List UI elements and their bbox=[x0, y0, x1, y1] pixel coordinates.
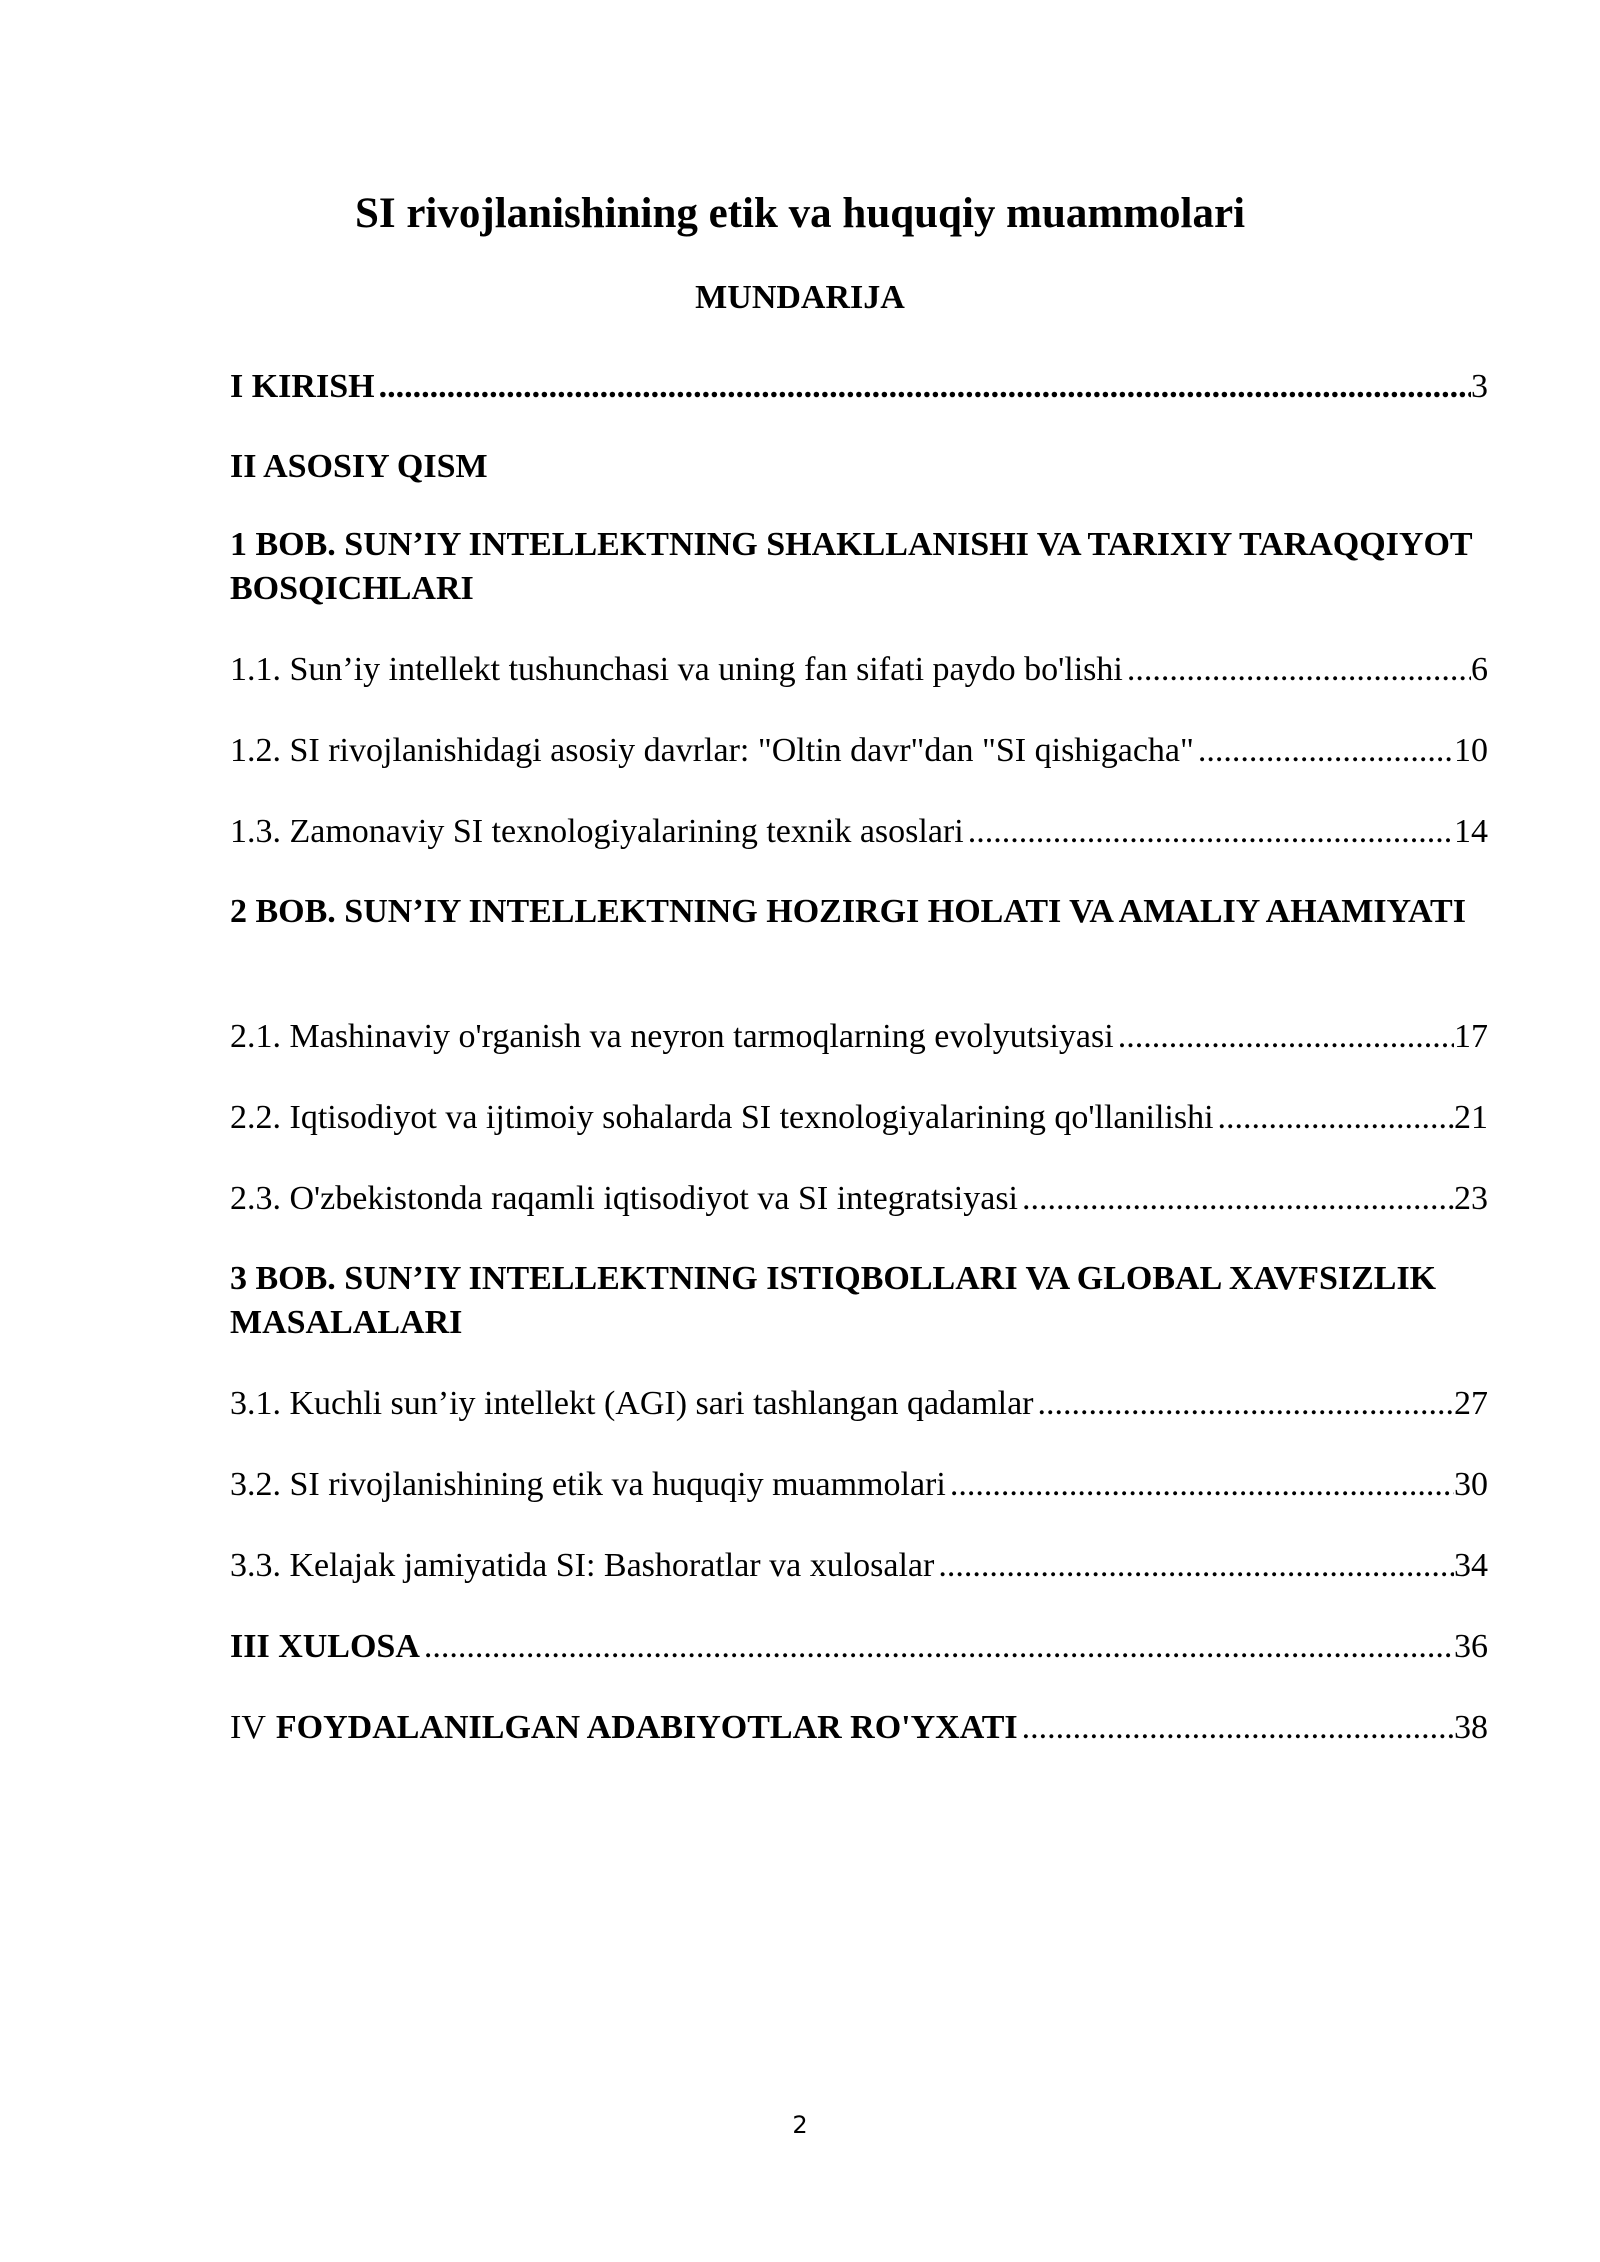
toc-entry-intro[interactable] bbox=[230, 366, 1488, 408]
toc-entry-page: 10 bbox=[1454, 732, 1488, 769]
toc-entry-label: 1.1. Sun’iy intellekt tushunchasi va uning fan sifati paydo bo'lishi bbox=[230, 651, 1123, 688]
toc-leader-dots bbox=[934, 1545, 1454, 1587]
toc-entry-page: 23 bbox=[1454, 1180, 1488, 1217]
toc-entry-label: 2.1. Mashinaviy o'rganish va neyron tarmoqlarning evolyutsiyasi bbox=[230, 1018, 1114, 1055]
toc-entry-label: 3.3. Kelajak jamiyatida SI: Bashoratlar va xulosalar bbox=[230, 1547, 935, 1584]
toc-leader-dots bbox=[1018, 1707, 1454, 1749]
toc-entry-page: 21 bbox=[1454, 1099, 1488, 1136]
toc-entry-2-3[interactable] bbox=[230, 1178, 1488, 1220]
toc-entry-label: 2.2. Iqtisodiyot va ijtimoiy sohalarda SI texnologiyalarining qo'llanilishi bbox=[230, 1099, 1214, 1136]
toc-entry-3-1[interactable] bbox=[230, 1383, 1488, 1425]
document-title: SI rivojlanishining etik va huquqiy muammolari bbox=[354, 190, 1246, 237]
toc-leader-dots bbox=[964, 811, 1454, 853]
toc-leader-dots bbox=[1114, 1016, 1454, 1058]
toc-leader-dots bbox=[375, 366, 1471, 408]
toc-entry-prefix: IV bbox=[230, 1709, 266, 1746]
toc-entry-conclusion[interactable] bbox=[230, 1626, 1488, 1668]
toc-entry-1-1[interactable] bbox=[230, 649, 1488, 691]
toc-entry-2-2[interactable] bbox=[230, 1097, 1488, 1139]
toc-entry-page: 27 bbox=[1454, 1385, 1488, 1422]
toc-chapter-3[interactable]: 3 BOB. SUN’IY INTELLEKTNING ISTIQBOLLARI VA GLOBAL XAVFSIZLIK MASALALARI bbox=[230, 1260, 1437, 1341]
toc-heading: MUNDARIJA bbox=[695, 279, 905, 316]
toc-entry-page: 38 bbox=[1454, 1709, 1488, 1746]
toc-entry-label: 1.3. Zamonaviy SI texnologiyalarining texnik asoslari bbox=[230, 813, 964, 850]
toc-entry-page: 14 bbox=[1454, 813, 1488, 850]
toc-entry-page: 17 bbox=[1454, 1018, 1488, 1055]
toc-chapter-1[interactable]: 1 BOB. SUN’IY INTELLEKTNING SHAKLLANISHI VA TARIXIY TARAQQIYOT BOSQICHLARI bbox=[230, 526, 1472, 607]
toc-entry-page: 36 bbox=[1454, 1628, 1488, 1665]
toc-leader-dots bbox=[1123, 649, 1471, 691]
toc-entry-label: 1.2. SI rivojlanishidagi asosiy davrlar: "Oltin davr"dan "SI qishigacha" bbox=[230, 732, 1194, 769]
toc-entry-3-3[interactable] bbox=[230, 1545, 1488, 1587]
toc-entry-page: 34 bbox=[1454, 1547, 1488, 1584]
toc-entry-2-1[interactable] bbox=[230, 1016, 1488, 1058]
toc-entry-label: 3.1. Kuchli sun’iy intellekt (AGI) sari tashlangan qadamlar bbox=[230, 1385, 1034, 1422]
toc-leader-dots bbox=[1018, 1178, 1454, 1220]
toc-leader-dots bbox=[946, 1464, 1454, 1506]
toc-entry-page: 30 bbox=[1454, 1466, 1488, 1503]
toc-entry-label: 2.3. O'zbekistonda raqamli iqtisodiyot va SI integratsiyasi bbox=[230, 1180, 1018, 1217]
toc-entry-label: I KIRISH bbox=[230, 368, 375, 405]
toc-entry-1-2[interactable] bbox=[230, 730, 1488, 772]
toc-chapter-2[interactable]: 2 BOB. SUN’IY INTELLEKTNING HOZIRGI HOLATI VA AMALIY AHAMIYATI bbox=[230, 893, 1466, 930]
toc-entry-label: III XULOSA bbox=[230, 1628, 420, 1665]
toc-entry-label: 3.2. SI rivojlanishining etik va huquqiy muammolari bbox=[230, 1466, 946, 1503]
toc-leader-dots bbox=[420, 1626, 1454, 1668]
toc-leader-dots bbox=[1214, 1097, 1454, 1139]
toc-entry-references[interactable] bbox=[230, 1707, 1488, 1749]
toc-leader-dots bbox=[1194, 730, 1454, 772]
toc-entry-page: 6 bbox=[1471, 651, 1488, 688]
toc-entry-1-3[interactable] bbox=[230, 811, 1488, 853]
page-number: 2 bbox=[792, 2111, 808, 2139]
toc-leader-dots bbox=[1034, 1383, 1455, 1425]
toc-entry-label: FOYDALANILGAN ADABIYOTLAR RO'YXATI bbox=[275, 1709, 1018, 1746]
toc-entry-3-2[interactable] bbox=[230, 1464, 1488, 1506]
toc-entry-page: 3 bbox=[1471, 368, 1488, 405]
toc-main-part[interactable]: II ASOSIY QISM bbox=[230, 448, 488, 485]
